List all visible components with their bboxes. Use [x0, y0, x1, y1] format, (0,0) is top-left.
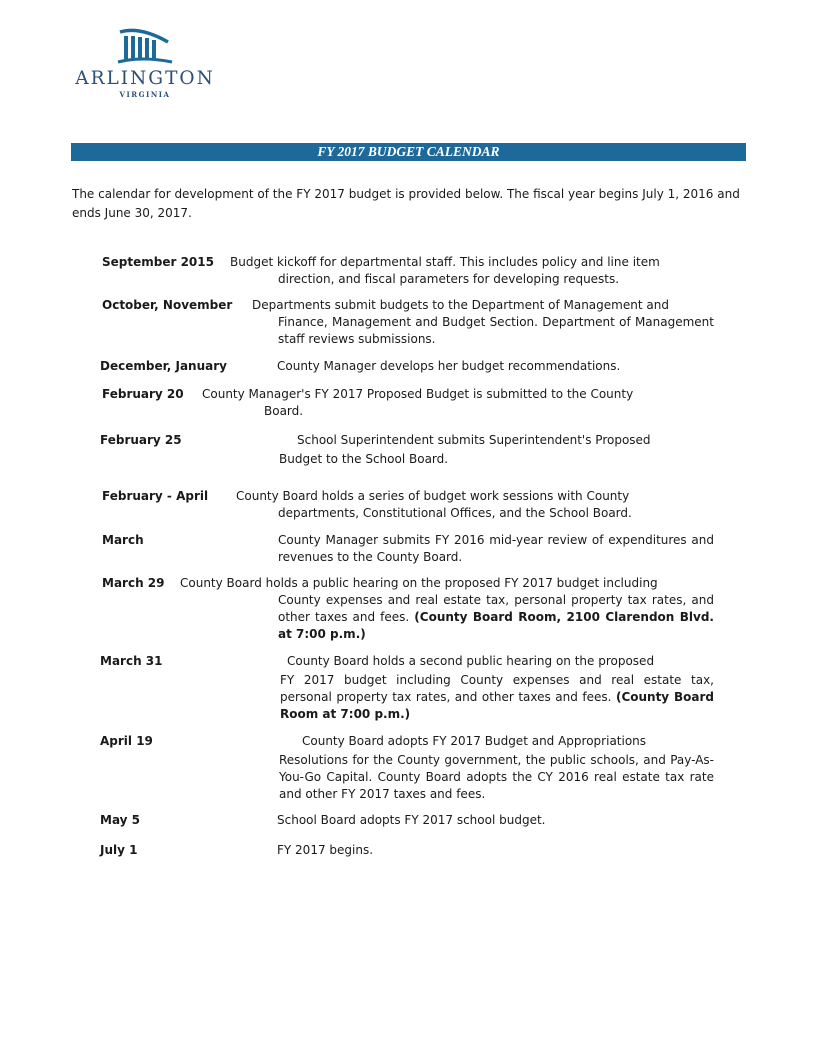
entry-date: March 29: [102, 576, 165, 590]
entry-date: July 1: [100, 843, 138, 857]
entry-description: direction, and fiscal parameters for developing requests.: [278, 272, 620, 286]
arlington-logo: [68, 26, 222, 100]
page-title-bar: [71, 143, 746, 161]
entry-description: Budget to the School Board.: [279, 452, 449, 466]
entry-description: [278, 592, 714, 643]
logo-wordmark: ARLINGTON: [75, 68, 215, 89]
entry-description: departments, Constitutional Offices, and the School Board.: [278, 506, 632, 520]
entry-date: April 19: [100, 734, 153, 748]
page-title: FY 2017 BUDGET CALENDAR: [317, 144, 500, 159]
logo-subtitle: VIRGINIA: [119, 90, 171, 99]
entry-description: [280, 672, 714, 723]
entry-description: School Board adopts FY 2017 school budget.: [277, 813, 546, 827]
entry-inline-text: County Manager's FY 2017 Proposed Budget is submitted to the County: [202, 387, 634, 401]
entry-inline-text: County Board holds a second public hearing on the proposed: [287, 654, 655, 668]
entry-description: FY 2017 begins.: [277, 843, 374, 857]
entry-description: Board.: [264, 404, 304, 418]
entry-date: September 2015: [102, 255, 214, 269]
entry-date: December, January: [100, 359, 227, 373]
entry-inline-text: County Board holds a series of budget work sessions with County: [236, 489, 630, 503]
intro-paragraph: The calendar for development of the FY 2017 budget is provided below. The fiscal year begins July 1, 2016 and ends June 30, 2017.: [72, 187, 740, 220]
entry-date: March: [102, 533, 144, 547]
entry-inline-text: County Board adopts FY 2017 Budget and Appropriations: [302, 734, 647, 748]
entry-description-text: County expenses and real estate tax, personal property tax rates, and other taxes and fees.: [278, 593, 714, 624]
entry-date: February 20: [102, 387, 184, 401]
entry-description: Resolutions for the County government, the public schools, and Pay-As-You-Go Capital. County Board adopts the CY 2016 real estate tax rate and other FY 2017 taxes and fees.: [279, 753, 714, 801]
entry-inline-text: County Board holds a public hearing on the proposed FY 2017 budget including: [180, 576, 658, 590]
entry-description: Finance, Management and Budget Section. Department of Management staff reviews submissions.: [278, 315, 714, 346]
entry-date: February - April: [102, 489, 209, 503]
entry-location-note: (County Board Room at 7:00 p.m.): [280, 690, 714, 721]
entry-date: February 25: [100, 433, 182, 447]
arlington-house-columns-icon: [116, 28, 174, 68]
entry-date: October, November: [102, 298, 233, 312]
entry-date: May 5: [100, 813, 141, 827]
entry-description-text: FY 2017 budget including County expenses and real estate tax, personal property tax rates, and other taxes and fees.: [280, 673, 714, 704]
entry-description: County Manager develops her budget recommendations.: [277, 359, 621, 373]
entry-description: County Manager submits FY 2016 mid-year review of expenditures and revenues to the County Board.: [278, 533, 714, 564]
entry-date: March 31: [100, 654, 163, 668]
entry-location-note: (County Board Room, 2100 Clarendon Blvd. at 7:00 p.m.): [278, 610, 714, 641]
entry-inline-text: Budget kickoff for departmental staff. This includes policy and line item: [230, 255, 660, 269]
entry-inline-text: School Superintendent submits Superintendent's Proposed: [297, 433, 651, 447]
entry-inline-text: Departments submit budgets to the Department of Management and: [252, 298, 669, 312]
